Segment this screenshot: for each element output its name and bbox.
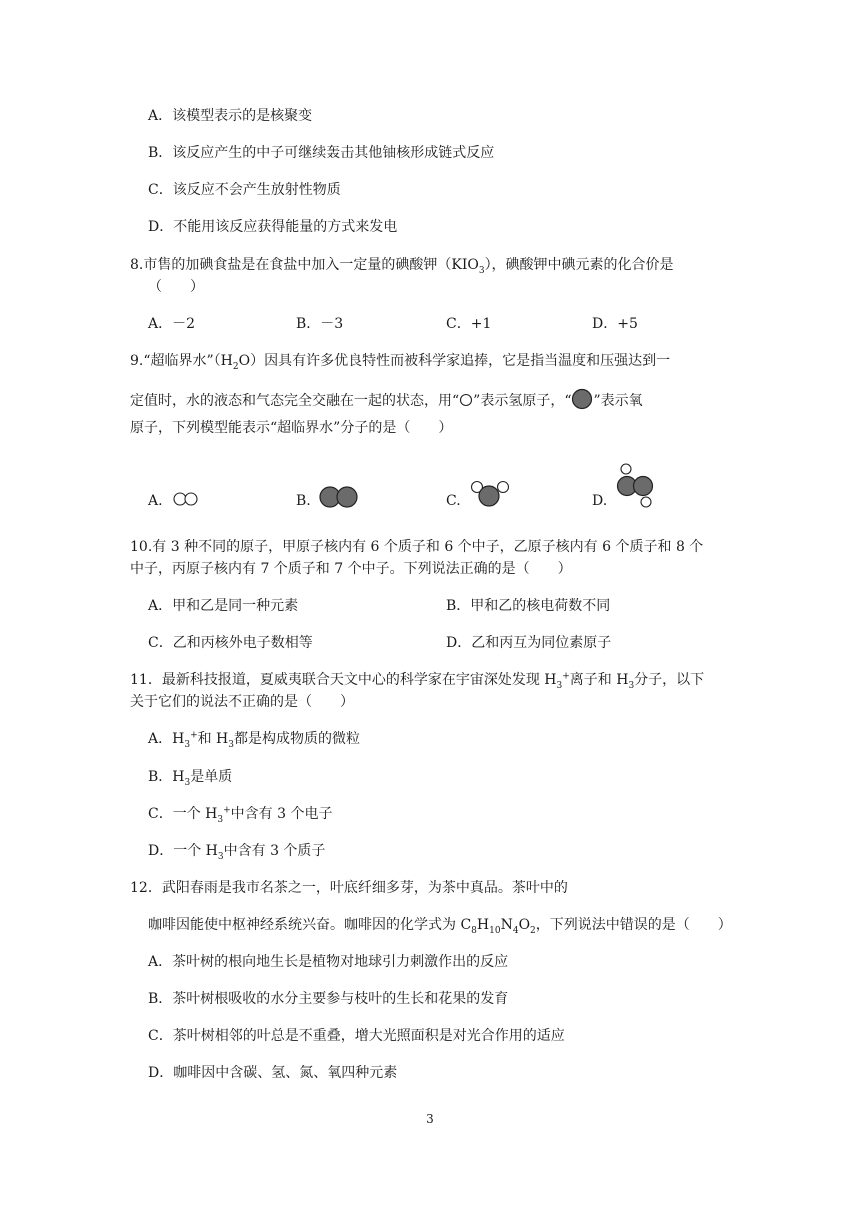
q11-stem-line2: 关于它们的说法不正确的是（ ） xyxy=(130,694,354,710)
q7-option-d: D．不能用该反应获得能量的方式来发电 xyxy=(148,219,398,235)
q7-option-b: B．该反应产生的中子可继续轰击其他铀核形成链式反应 xyxy=(148,145,495,161)
q8-option-d: D．+5 xyxy=(592,316,638,332)
q8-option-c: C．+1 xyxy=(446,316,492,332)
hydrogen-atom-icon xyxy=(459,393,473,407)
q12-stem-line2: 咖啡因能使中枢神经系统兴奋。咖啡因的化学式为 $C_8H_{10}N_4O_2$，下列说法中错误的是（ ） xyxy=(148,917,732,936)
q7-option-c: C．该反应不会产生放射性物质 xyxy=(148,182,341,198)
q9-model-c-water-bent xyxy=(469,478,513,510)
q8-stem: 8.市售的加碘食盐是在食盐中加入一定量的碘酸钾$(KIO_3)$，碘酸钾中碘元素的化合价是 xyxy=(130,257,674,276)
q11-stem-line1: 11．最新科技报道，夏威夷联合天文中心的科学家在宇宙深处发现 $H_3^+$离子和 $H_3$分子，以下 xyxy=(130,671,705,691)
q10-option-b: B．甲和乙的核电荷数不同 xyxy=(446,598,611,614)
page-number: 3 xyxy=(426,1112,434,1126)
q11-option-c: C．一个 $H_3^+$中含有 3 个电子 xyxy=(148,805,333,825)
q8-option-a: A．－2 xyxy=(148,316,196,332)
q10-option-c: C．乙和丙核外电子数相等 xyxy=(148,635,313,651)
q11-option-d: D．一个 $H_3$中含有 3 个质子 xyxy=(148,843,326,862)
q9-model-a-two-hydrogen xyxy=(172,490,200,508)
q12-option-b: B．茶叶树根吸收的水分主要参与枝叶的生长和花果的发育 xyxy=(148,991,509,1007)
q12-option-c: C．茶叶树相邻的叶总是不重叠，增大光照面积是对光合作用的适应 xyxy=(148,1028,565,1044)
q9-model-b-two-oxygen xyxy=(318,484,360,510)
q10-option-a: A．甲和乙是同一种元素 xyxy=(148,598,299,614)
q9-option-c-label: C. xyxy=(446,493,461,509)
q11-option-a: A．$H_3^+$和 $H_3$都是构成物质的微粒 xyxy=(148,730,361,750)
q9-option-d-label: D. xyxy=(592,493,608,509)
q9-stem-line1: 9.“超临界水$”(H_2O)$因具有许多优良特性而被科学家追捧，它是指当温度和压强达到一 xyxy=(130,353,671,372)
q7-option-a: A．该模型表示的是核聚变 xyxy=(148,108,313,124)
q10-stem-line1: 10.有 3 种不同的原子，甲原子核内有 6 个质子和 6 个中子，乙原子核内有 6 个质子和 8 个 xyxy=(130,539,704,555)
q9-option-b-label: B. xyxy=(296,493,311,509)
q9-stem-line3: 原子，下列模型能表示“超临界水”分子的是（ ） xyxy=(130,420,453,436)
q9-option-a-label: A. xyxy=(148,493,163,509)
q8-answer-blank: （ ） xyxy=(148,279,204,295)
q10-stem-line2: 中子，丙原子核内有 7 个质子和 7 个中子。下列说法正确的是（ ） xyxy=(130,561,572,577)
q9-stem-line2: 定值时，水的液态和气态完全交融在一起的状态，用“ ”表示氢原子，“ ”表示氧 xyxy=(130,388,643,411)
q10-option-d: D．乙和丙互为同位素原子 xyxy=(446,635,612,651)
oxygen-atom-icon xyxy=(571,388,593,410)
q8-option-b: B．－3 xyxy=(296,316,344,332)
q12-option-d: D．咖啡因中含碳、氢、氮、氧四种元素 xyxy=(148,1065,398,1081)
q12-stem-line1: 12．武阳春雨是我市名茶之一，叶底纤细多芽，为茶中真品。茶叶中的 xyxy=(130,880,568,896)
q11-option-b: B．$H_3$是单质 xyxy=(148,769,233,788)
q9-model-d-peroxide xyxy=(612,462,660,510)
q12-option-a: A．茶叶树的根向地生长是植物对地球引力刺激作出的反应 xyxy=(148,954,509,970)
